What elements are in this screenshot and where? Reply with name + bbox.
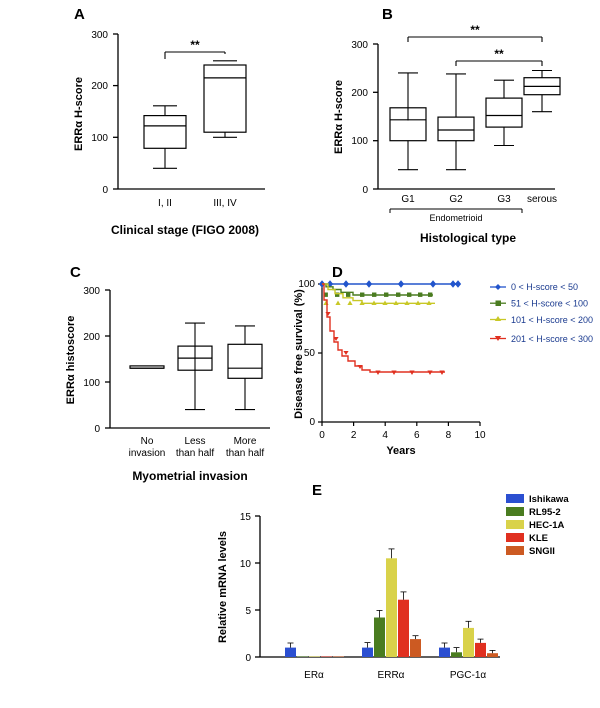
sig-star-a: ** — [190, 38, 200, 52]
boxplot-serous — [524, 71, 560, 112]
y-tick-0: 0 — [102, 185, 108, 196]
y-tick-50: 50 — [303, 348, 315, 359]
y-ticks — [240, 512, 260, 664]
x-tick-8: 8 — [445, 430, 452, 441]
y-tick-0: 0 — [309, 417, 315, 428]
cat-label-more-2: than half — [225, 448, 265, 459]
y-tick-0: 0 — [94, 424, 100, 435]
boxplot-more-than-half — [228, 326, 262, 410]
panel-a-letter: A — [74, 6, 85, 23]
group-bracket-endometrioid — [390, 209, 522, 223]
cat-label-less-2: than half — [175, 448, 215, 459]
y-axis-label-d: Disease free survival (%) — [293, 289, 305, 419]
bar-group-era — [285, 643, 344, 657]
legend-d — [490, 282, 593, 344]
boxplot-less-than-half — [178, 323, 212, 410]
legend-label-sngii: SNGII — [529, 546, 555, 557]
legend-item-1 — [490, 299, 588, 309]
y-tick-0: 0 — [245, 653, 251, 664]
cat-label-less-1: Less — [184, 436, 206, 447]
significance-bracket-a — [165, 38, 225, 59]
y-tick-100: 100 — [91, 133, 108, 144]
panel-e-chart — [190, 482, 600, 708]
x-tick-10: 10 — [474, 430, 486, 441]
panel-c-letter: C — [70, 264, 81, 281]
panel-b — [320, 4, 590, 254]
legend-item-rl95-2 — [506, 507, 561, 518]
series-line-1 — [322, 284, 433, 297]
y-tick-100: 100 — [83, 378, 100, 389]
significance-bracket-b2 — [456, 47, 542, 66]
x-tick-0: 0 — [319, 430, 325, 441]
series-line-0 — [320, 281, 461, 287]
y-ticks — [83, 286, 110, 435]
y-axis-label: ERRα H-score — [73, 76, 85, 152]
panel-b-letter: B — [382, 6, 393, 23]
y-tick-200: 200 — [351, 88, 368, 99]
sig-star-b2: ** — [494, 47, 504, 61]
panel-a-chart — [60, 4, 300, 254]
y-ticks — [351, 40, 378, 196]
y-axis-label: ERRα H-score — [333, 79, 345, 155]
y-tick-10: 10 — [239, 559, 251, 570]
y-tick-300: 300 — [91, 30, 108, 41]
y-tick-0: 0 — [362, 185, 368, 196]
boxplot-g1 — [390, 73, 426, 170]
cat-label-era: ERα — [304, 670, 324, 681]
boxplot-g2 — [438, 74, 474, 170]
boxplot-g3 — [486, 80, 522, 145]
cat-label-more-1: More — [233, 436, 257, 447]
boxplot-no-invasion — [130, 366, 164, 368]
panel-c — [40, 262, 300, 492]
y-tick-300: 300 — [351, 40, 368, 51]
y-tick-200: 200 — [91, 81, 108, 92]
x-ticks — [319, 422, 486, 441]
cat-label-no-invasion-1: No — [140, 436, 154, 447]
panel-c-chart — [40, 262, 300, 492]
x-axis-label-d: Years — [386, 445, 416, 457]
x-tick-2: 2 — [350, 430, 357, 441]
legend-label-1: 51 < H-score < 100 — [511, 298, 589, 309]
legend-item-3 — [490, 334, 593, 344]
x-axis-title-c: Myometrial invasion — [132, 469, 248, 483]
x-axis-title-b: Histological type — [419, 231, 517, 245]
panel-d — [290, 262, 600, 462]
panel-d-letter: D — [332, 264, 343, 281]
legend-item-hec-1a — [506, 520, 565, 531]
group-bracket-label: Endometrioid — [429, 213, 483, 223]
cat-label-g1: G1 — [401, 194, 415, 205]
sig-star-b1: ** — [470, 23, 480, 37]
cat-label-i-ii: I, II — [158, 198, 172, 209]
x-tick-6: 6 — [414, 430, 420, 441]
series-line-3 — [322, 284, 445, 375]
legend-item-kle — [506, 533, 548, 544]
panel-b-chart — [320, 4, 590, 254]
legend-label-rl95-2: RL95-2 — [529, 507, 561, 518]
cat-label-iii-iv: III, IV — [213, 198, 237, 209]
y-tick-100: 100 — [298, 279, 315, 290]
panel-e — [190, 482, 600, 708]
cat-label-erra: ERRα — [377, 670, 405, 681]
y-tick-200: 200 — [83, 332, 100, 343]
boxplot-i-ii — [144, 106, 186, 169]
legend-label-kle: KLE — [529, 533, 548, 544]
bar-group-erra — [362, 549, 421, 657]
y-tick-5: 5 — [245, 606, 251, 617]
legend-item-ishikawa — [506, 494, 569, 505]
legend-item-0 — [490, 282, 578, 292]
panel-a — [60, 4, 300, 254]
legend-item-sngii — [506, 546, 555, 557]
significance-bracket-b1 — [408, 23, 542, 42]
x-tick-4: 4 — [382, 430, 388, 441]
bar-group-pgc1a — [439, 621, 498, 657]
legend-label-2: 101 < H-score < 200 — [511, 314, 594, 325]
y-tick-300: 300 — [83, 286, 100, 297]
legend-item-2 — [490, 315, 593, 325]
cat-label-g2: G2 — [449, 194, 463, 205]
panel-e-letter: E — [312, 482, 323, 499]
legend-e — [506, 494, 569, 557]
legend-label-0: 0 < H-score < 50 — [511, 282, 579, 292]
y-axis-label-e: Relative mRNA levels — [217, 530, 229, 644]
y-tick-15: 15 — [239, 512, 251, 523]
cat-label-serous: serous — [526, 194, 558, 205]
y-ticks — [91, 30, 118, 196]
cat-label-pgc1a: PGC-1α — [449, 670, 487, 681]
legend-label-3: 201 < H-score < 300 — [511, 333, 594, 344]
y-axis-label: ERRα histoscore — [65, 315, 77, 405]
cat-label-no-invasion-2: invasion — [128, 448, 166, 459]
panel-d-chart — [290, 262, 600, 462]
legend-label-hec-1a: HEC-1A — [529, 520, 565, 531]
boxplot-iii-iv — [204, 61, 246, 138]
y-tick-100: 100 — [351, 136, 368, 147]
x-axis-title-a: Clinical stage (FIGO 2008) — [110, 223, 260, 237]
cat-label-g3: G3 — [497, 194, 511, 205]
legend-label-ishikawa: Ishikawa — [529, 494, 569, 505]
